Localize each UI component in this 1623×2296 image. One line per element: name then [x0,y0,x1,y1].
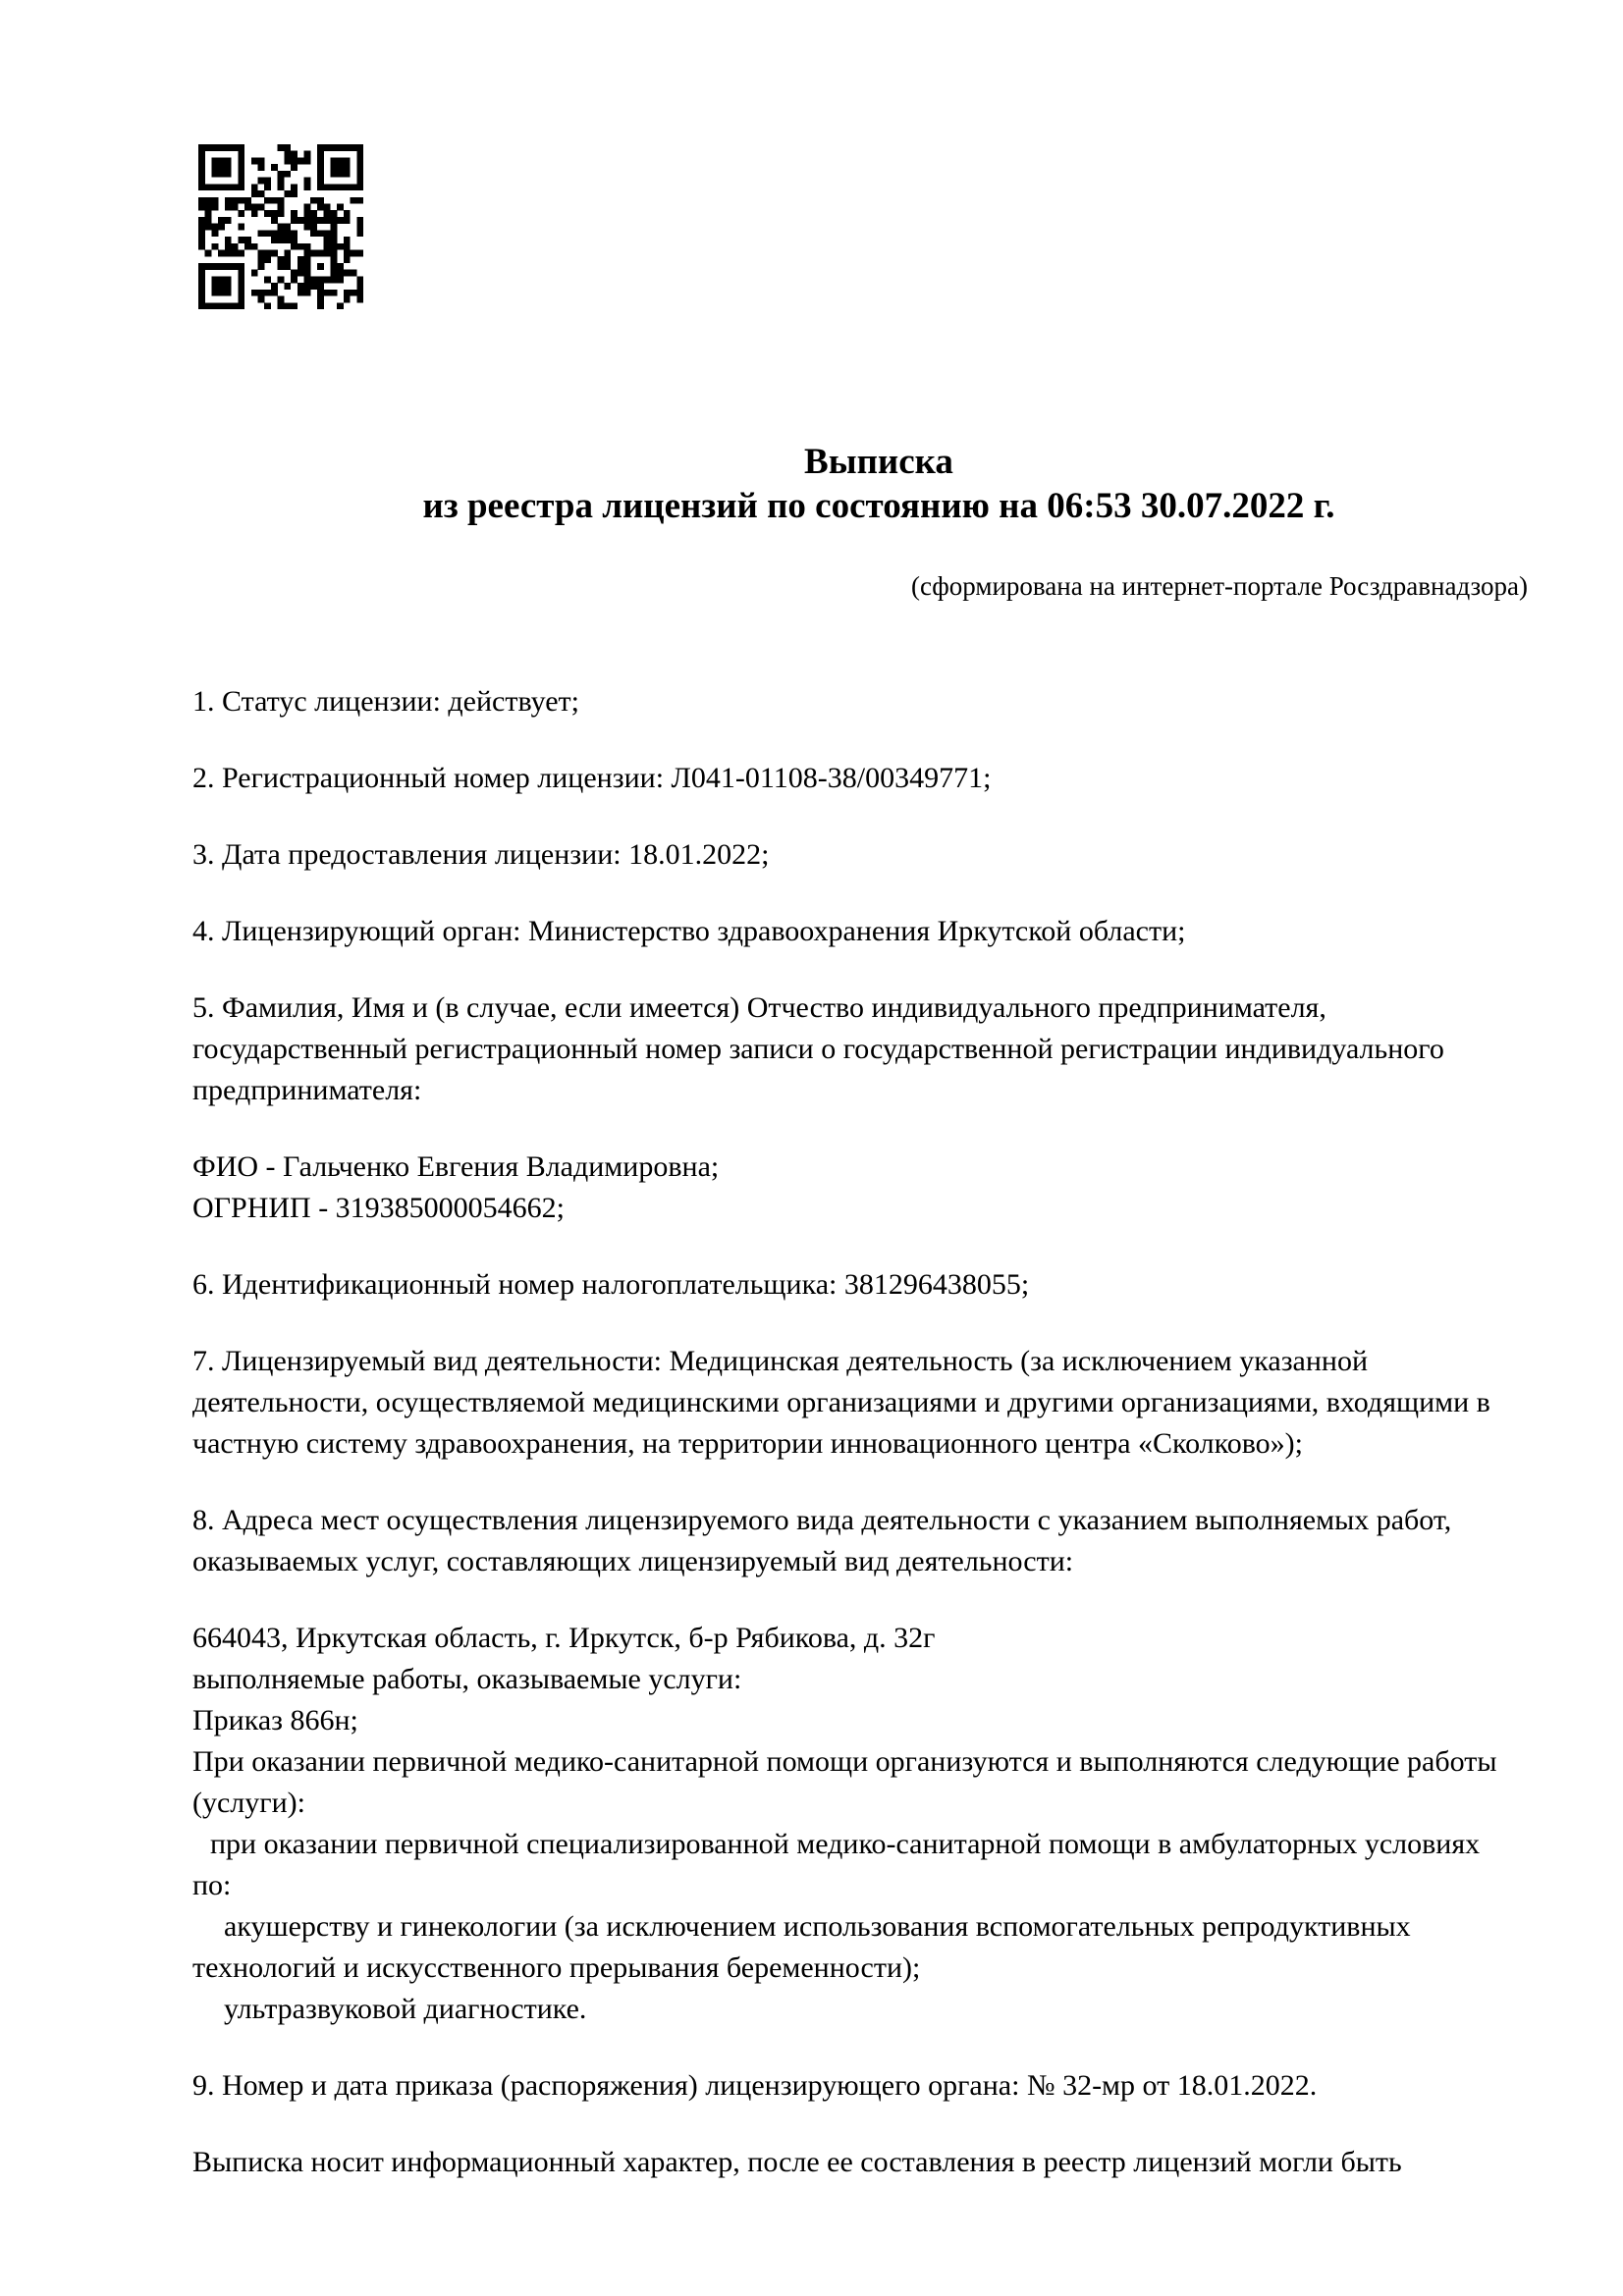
item-7-licensed-activity: 7. Лицензируемый вид деятельности: Медицинская деятельность (за исключением указанной деятельности, осуществляемой медицинскими организациями и другими организациями, входящими в частную систему здравоохранения, на территории инновационного центра «Сколково»); [192,1345,1490,1460]
document-body [192,681,1498,2183]
line-ultrasound: ультразвуковой диагностике. [224,1993,587,2025]
item-9-order-number: 9. Номер и дата приказа (распоряжения) лицензирующего органа: № 32-мр от 18.01.2022. [192,2069,1318,2102]
item-5-entrepreneur-heading: 5. Фамилия, Имя и (в случае, если имеется) Отчество индивидуального предпринимателя, государственный регистрационный номер записи о государственной регистрации индивидуального предпринимателя: [192,991,1444,1106]
item-4-licensing-authority: 4. Лицензирующий орган: Министерство здравоохранения Иркутской области; [192,915,1186,947]
item-2-registration-number: 2. Регистрационный номер лицензии: Л041-01108-38/00349771; [192,762,992,794]
qr-code-icon [198,142,363,311]
item-6-inn: 6. Идентификационный номер налогоплательщика: 381296438055; [192,1268,1030,1301]
address-details-group [192,1618,1498,2030]
disclaimer-line: Выписка носит информационный характер, после ее составления в реестр лицензий могли быть [192,2146,1402,2178]
item-8-addresses-heading: 8. Адреса мест осуществления лицензируемого вида деятельности с указанием выполняемых работ, оказываемых услуг, составляющих лицензируемый вид деятельности: [192,1504,1452,1577]
item-1-license-status: 1. Статус лицензии: действует; [192,685,579,718]
document-title-line1: Выписка [804,442,953,482]
line-order-866n: Приказ 866н; [192,1704,358,1736]
document-title-line2: из реестра лицензий по состоянию на 06:53 30.07.2022 г. [422,486,1335,526]
line-address: 664043, Иркутская область, г. Иркутск, б-р Рябикова, д. 32г [192,1622,936,1654]
line-fio: ФИО - Гальченко Евгения Владимировна; [192,1150,720,1183]
line-ogrnip: ОГРНИП - 319385000054662; [192,1192,566,1224]
line-primary-care: При оказании первичной медико-санитарной помощи организуются и выполняются следующие работы (услуги): [192,1745,1497,1819]
entrepreneur-details-group [192,1147,1498,1229]
item-3-grant-date: 3. Дата предоставления лицензии: 18.01.2022; [192,838,770,871]
document-subtitle: (сформирована на интернет-портале Росздравнадзора) [910,571,1528,601]
document-title [236,440,1522,528]
line-works-label: выполняемые работы, оказываемые услуги: [192,1663,742,1695]
line-obstetrics: акушерству и гинекологии (за исключением использования вспомогательных репродуктивных технологий и искусственного прерывания беременности); [192,1910,1411,1984]
line-specialized-care: при оказании первичной специализированной медико-санитарной помощи в амбулаторных условиях по: [192,1828,1481,1901]
